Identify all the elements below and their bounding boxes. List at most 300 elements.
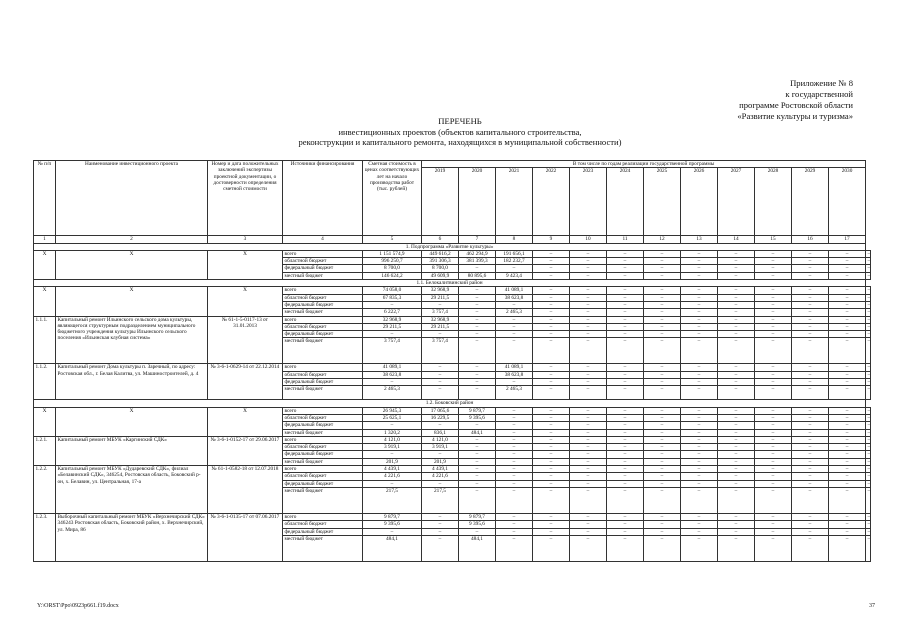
year-value-cell: – (792, 466, 829, 473)
year-value-cell: – (570, 301, 607, 308)
year-value-cell: – (644, 265, 681, 272)
year-value-cell: 191 656,1 (496, 250, 533, 257)
cost-cell: 4 221,6 (363, 473, 422, 480)
year-value-cell: – (829, 379, 866, 386)
year-value-cell: – (755, 287, 792, 294)
cost-cell: 996 250,7 (363, 258, 422, 265)
col-header-year: 2030 (829, 168, 866, 236)
year-value-cell: – (829, 521, 866, 528)
year-value-cell: – (644, 364, 681, 371)
year-value-cell: – (459, 265, 496, 272)
cost-cell: 8 700,0 (363, 265, 422, 272)
expertise-doc: Х (208, 287, 283, 316)
year-value-cell: – (755, 458, 792, 465)
year-value-cell: – (755, 250, 792, 257)
year-value-cell: – (533, 487, 570, 513)
year-value-cell: – (607, 287, 644, 294)
year-value-cell: – (644, 309, 681, 316)
year-value-cell: – (755, 272, 792, 279)
col-header-year: 2021 (496, 168, 533, 236)
year-value-cell: – (496, 487, 533, 513)
column-number: 12 (644, 236, 681, 243)
year-value-cell: – (496, 458, 533, 465)
cost-cell: 146 624,2 (363, 272, 422, 279)
year-value-cell: 3 757,4 (422, 338, 459, 364)
year-value-cell: – (829, 407, 866, 414)
year-value-cell: – (829, 466, 866, 473)
title-line: ПЕРЕЧЕНЬ (438, 116, 482, 126)
column-number: 13 (681, 236, 718, 243)
column-number: 7 (459, 236, 496, 243)
funding-source: федеральный бюджет (283, 528, 363, 535)
year-value-cell: – (570, 338, 607, 364)
year-value-cell: – (718, 487, 755, 513)
projects-table (33, 160, 871, 562)
year-value-cell: – (422, 480, 459, 487)
funding-source: местный бюджет (283, 458, 363, 465)
cost-cell: – (363, 301, 422, 308)
cost-cell: 3 919,1 (363, 444, 422, 451)
year-value-cell: – (570, 444, 607, 451)
year-value-cell: 9 879,7 (459, 407, 496, 414)
col-header-source: Источники финансирования (283, 161, 363, 236)
year-value-cell: – (644, 250, 681, 257)
year-value-cell: – (718, 521, 755, 528)
year-value-cell: – (718, 480, 755, 487)
year-value-cell: – (681, 528, 718, 535)
funding-source: местный бюджет (283, 272, 363, 279)
year-value-cell: – (681, 473, 718, 480)
year-value-cell: – (533, 323, 570, 330)
year-value-cell: – (829, 331, 866, 338)
year-value-cell: – (570, 250, 607, 257)
year-value-cell: – (570, 535, 607, 561)
year-value-cell: – (867, 466, 871, 473)
year-value-cell: – (496, 473, 533, 480)
year-value-cell: – (792, 379, 829, 386)
year-value-cell: – (644, 258, 681, 265)
year-value-cell: – (718, 407, 755, 414)
year-value-cell: – (792, 323, 829, 330)
row-number: 1.2.1. (34, 436, 56, 465)
column-number: 9 (533, 236, 570, 243)
year-value-cell: – (644, 521, 681, 528)
year-value-cell: – (718, 379, 755, 386)
year-value-cell: – (459, 316, 496, 323)
cost-cell: 4 439,1 (363, 466, 422, 473)
year-value-cell: – (792, 414, 829, 421)
col-header-year: 2029 (792, 168, 829, 236)
year-value-cell: 201,9 (422, 458, 459, 465)
year-value-cell: – (533, 422, 570, 429)
year-value-cell: – (422, 386, 459, 400)
year-value-cell: – (681, 386, 718, 400)
year-value-cell: – (755, 422, 792, 429)
year-value-cell: – (533, 258, 570, 265)
funding-source: всего (283, 466, 363, 473)
appendix-line: программе Ростовской области (739, 100, 853, 110)
col-header-year: 2020 (459, 168, 496, 236)
year-value-cell: – (755, 521, 792, 528)
year-value-cell: – (867, 429, 871, 436)
col-header-name: Наименование инвестиционного проекта (56, 161, 208, 236)
year-value-cell: – (496, 379, 533, 386)
year-value-cell: – (829, 371, 866, 378)
year-value-cell: – (533, 513, 570, 520)
year-value-cell: – (607, 480, 644, 487)
year-value-cell: – (607, 487, 644, 513)
year-value-cell: – (607, 528, 644, 535)
year-value-cell: – (533, 338, 570, 364)
project-name: Х (56, 287, 208, 316)
year-value-cell: – (459, 487, 496, 513)
column-number: 4 (283, 236, 363, 243)
year-value-cell: – (755, 466, 792, 473)
year-value-cell: – (829, 364, 866, 371)
funding-source: всего (283, 513, 363, 520)
year-value-cell: – (792, 521, 829, 528)
year-value-cell: – (792, 451, 829, 458)
year-value-cell: – (570, 480, 607, 487)
funding-source: областной бюджет (283, 444, 363, 451)
funding-source: федеральный бюджет (283, 331, 363, 338)
year-value-cell: – (644, 480, 681, 487)
year-value-cell: – (644, 535, 681, 561)
year-value-cell: – (755, 309, 792, 316)
year-value-cell: – (718, 422, 755, 429)
year-value-cell: – (570, 258, 607, 265)
col-header-year: 2027 (718, 168, 755, 236)
year-value-cell: – (570, 521, 607, 528)
year-value-cell: – (570, 422, 607, 429)
year-value-cell: – (607, 451, 644, 458)
funding-source: федеральный бюджет (283, 451, 363, 458)
year-value-cell: – (422, 528, 459, 535)
cost-cell: 4 121,0 (363, 436, 422, 443)
year-value-cell: – (792, 272, 829, 279)
cost-cell: 38 623,8 (363, 371, 422, 378)
funding-source: федеральный бюджет (283, 422, 363, 429)
year-value-cell: – (681, 287, 718, 294)
year-value-cell: – (644, 429, 681, 436)
funding-source: всего (283, 436, 363, 443)
year-value-cell: – (422, 422, 459, 429)
year-value-cell: – (755, 513, 792, 520)
year-value-cell: 9 395,6 (459, 414, 496, 421)
col-header-year: 2019 (422, 168, 459, 236)
year-value-cell: – (718, 386, 755, 400)
year-value-cell: – (496, 331, 533, 338)
year-value-cell: – (533, 364, 570, 371)
year-value-cell: – (867, 436, 871, 443)
year-value-cell: – (533, 301, 570, 308)
expertise-doc: № 3-6-1-0629-14 от 22.12.2014 (208, 364, 283, 400)
year-value-cell: – (607, 379, 644, 386)
year-value-cell: 29 211,5 (422, 294, 459, 301)
year-value-cell: – (681, 379, 718, 386)
appendix-line: Приложение № 8 (790, 78, 853, 88)
year-value-cell: – (681, 316, 718, 323)
year-value-cell: 4 221,6 (422, 473, 459, 480)
cost-cell: 1 151 574,9 (363, 250, 422, 257)
year-value-cell: – (681, 331, 718, 338)
year-value-cell: – (607, 436, 644, 443)
year-value-cell: – (459, 473, 496, 480)
section-row (34, 243, 871, 250)
year-value-cell: 4 121,0 (422, 436, 459, 443)
funding-source: всего (283, 316, 363, 323)
year-value-cell: – (644, 528, 681, 535)
row-number: 1.1.1. (34, 316, 56, 364)
year-value-cell: 484,1 (459, 535, 496, 561)
cost-cell: 3 757,4 (363, 338, 422, 364)
year-value-cell: – (459, 331, 496, 338)
year-value-cell: – (866, 535, 871, 561)
year-value-cell: – (422, 535, 459, 561)
year-value-cell: – (867, 294, 871, 301)
expertise-doc: Х (208, 407, 283, 436)
appendix-line: к государственной (785, 89, 853, 99)
year-value-cell: – (607, 331, 644, 338)
year-value-cell: – (829, 338, 866, 364)
column-number-row (34, 236, 871, 243)
cost-cell: – (363, 451, 422, 458)
year-value-cell: – (829, 414, 866, 421)
year-value-cell: – (866, 338, 871, 364)
table-row (34, 287, 871, 294)
year-value-cell: – (718, 364, 755, 371)
year-value-cell: – (867, 272, 871, 279)
row-number: 1.2.3. (34, 513, 56, 561)
funding-source: местный бюджет (283, 429, 363, 436)
year-value-cell: – (607, 258, 644, 265)
cost-cell: 1 320,2 (363, 429, 422, 436)
year-value-cell: – (681, 480, 718, 487)
year-value-cell: – (644, 466, 681, 473)
year-value-cell: – (570, 265, 607, 272)
year-value-cell: – (533, 451, 570, 458)
year-value-cell: – (792, 301, 829, 308)
year-value-cell: – (422, 364, 459, 371)
year-value-cell: – (755, 301, 792, 308)
col-header-years-group: В том числе по годам реализации государственной программы (422, 161, 866, 168)
year-value-cell: – (755, 414, 792, 421)
year-value-cell: – (644, 513, 681, 520)
year-value-cell: – (829, 422, 866, 429)
expertise-doc: Х (208, 250, 283, 279)
year-value-cell: – (459, 309, 496, 316)
year-value-cell: – (459, 386, 496, 400)
year-value-cell: – (533, 473, 570, 480)
section-title: 1.2. Боковский район (34, 400, 866, 407)
year-value-cell: – (792, 250, 829, 257)
year-value-cell: – (644, 487, 681, 513)
year-value-cell: – (422, 451, 459, 458)
table-body (34, 236, 871, 562)
year-value-cell: – (459, 451, 496, 458)
footer-file-path: Y:\ORST\Ppo\0923p661.f19.docx (37, 603, 119, 609)
year-value-cell: – (422, 301, 459, 308)
year-value-cell: – (867, 258, 871, 265)
year-value-cell: – (681, 309, 718, 316)
year-value-cell: – (867, 407, 871, 414)
year-value-cell: – (570, 309, 607, 316)
row-number: 1.1.2. (34, 364, 56, 400)
year-value-cell: – (570, 414, 607, 421)
year-value-cell: – (867, 287, 871, 294)
year-value-cell: – (496, 480, 533, 487)
cost-cell: – (363, 422, 422, 429)
col-header-year: 2024 (607, 168, 644, 236)
year-value-cell: – (570, 528, 607, 535)
year-value-cell: – (681, 294, 718, 301)
year-value-cell: – (533, 429, 570, 436)
year-value-cell: – (829, 535, 866, 561)
year-value-cell: 9 395,6 (459, 521, 496, 528)
year-value-cell: – (792, 487, 829, 513)
year-value-cell: – (422, 513, 459, 520)
cost-cell: 26 945,3 (363, 407, 422, 414)
year-value-cell: – (829, 272, 866, 279)
year-value-cell: – (681, 513, 718, 520)
year-value-cell: – (607, 521, 644, 528)
title-line: реконструкции и капитального ремонта, находящихся в муниципальной собственности) (298, 137, 622, 148)
year-value-cell: – (829, 301, 866, 308)
document-title (200, 116, 720, 148)
project-name: Х (56, 250, 208, 279)
year-value-cell: 381 399,3 (459, 258, 496, 265)
year-value-cell: – (570, 379, 607, 386)
year-value-cell: – (533, 386, 570, 400)
row-number: Х (34, 407, 56, 436)
appendix-line: «Развитие культуры и туризма» (737, 111, 853, 121)
year-value-cell: – (718, 451, 755, 458)
year-value-cell: 38 623,8 (496, 294, 533, 301)
column-number: 11 (607, 236, 644, 243)
year-value-cell: – (459, 294, 496, 301)
year-value-cell: – (681, 338, 718, 364)
year-value-cell: – (607, 250, 644, 257)
year-value-cell: – (496, 444, 533, 451)
year-value-cell: – (533, 535, 570, 561)
year-value-cell: – (570, 323, 607, 330)
project-name: Капитальный ремонт МБУК «Дударевский СДК», филиал «Белавинский СДК», 346254, Ростовская область, Боковский р-он, х. Белавин, ул. Центральная, 17-а (56, 466, 208, 514)
year-value-cell: – (792, 444, 829, 451)
year-value-cell: – (755, 444, 792, 451)
year-value-cell: – (718, 331, 755, 338)
column-number: 10 (570, 236, 607, 243)
year-value-cell: – (607, 429, 644, 436)
year-value-cell: – (496, 422, 533, 429)
year-value-cell: – (496, 436, 533, 443)
funding-source: областной бюджет (283, 473, 363, 480)
year-value-cell: – (792, 429, 829, 436)
year-value-cell: – (755, 429, 792, 436)
year-value-cell: – (718, 338, 755, 364)
year-value-cell: – (570, 436, 607, 443)
year-value-cell: – (644, 451, 681, 458)
year-value-cell: – (829, 487, 866, 513)
year-value-cell: – (459, 338, 496, 364)
column-number: 3 (208, 236, 283, 243)
year-value-cell: – (644, 338, 681, 364)
col-header-year: 2025 (644, 168, 681, 236)
year-value-cell: – (607, 407, 644, 414)
table-row (34, 250, 871, 257)
year-value-cell: – (755, 407, 792, 414)
year-value-cell: – (867, 473, 871, 480)
year-value-cell: – (681, 451, 718, 458)
cost-cell: 6 222,7 (363, 309, 422, 316)
year-value-cell: – (533, 331, 570, 338)
table-row (34, 407, 871, 414)
cost-cell: – (363, 480, 422, 487)
funding-source: областной бюджет (283, 521, 363, 528)
year-value-cell: – (829, 458, 866, 465)
year-value-cell: – (570, 272, 607, 279)
year-value-cell: – (459, 436, 496, 443)
year-value-cell: – (607, 294, 644, 301)
year-value-cell: – (607, 301, 644, 308)
year-value-cell: – (792, 371, 829, 378)
title-line: инвестиционных проектов (объектов капитального строительства, (338, 126, 582, 137)
year-value-cell: 391 306,3 (422, 258, 459, 265)
expertise-doc: № 3-6-1-0135-17 от 07.06.2017 (208, 513, 283, 561)
year-value-cell: – (681, 272, 718, 279)
year-value-cell: – (718, 444, 755, 451)
year-value-cell: – (459, 287, 496, 294)
year-value-cell: – (459, 301, 496, 308)
row-number: Х (34, 250, 56, 279)
year-value-cell: – (718, 473, 755, 480)
year-value-cell: – (681, 301, 718, 308)
year-value-cell: 41 089,1 (496, 364, 533, 371)
year-value-cell: – (867, 458, 871, 465)
year-value-cell: – (867, 513, 871, 520)
project-name: Капитальный ремонт Дома культуры п. Заречный, по адресу: Ростовская обл., г. Белая Калитва, ул. Машиностроителей, д. 4 (56, 364, 208, 400)
year-value-cell: – (496, 466, 533, 473)
year-value-cell: – (533, 480, 570, 487)
year-value-cell: – (681, 458, 718, 465)
year-value-cell: – (607, 444, 644, 451)
year-value-cell: – (867, 323, 871, 330)
year-value-cell: – (867, 422, 871, 429)
year-value-cell: – (570, 287, 607, 294)
year-value-cell: – (829, 250, 866, 257)
year-value-cell: 2 465,3 (496, 309, 533, 316)
year-value-cell: – (829, 451, 866, 458)
year-value-cell: – (644, 407, 681, 414)
year-value-cell: – (459, 480, 496, 487)
year-value-cell: – (718, 513, 755, 520)
year-value-cell: – (681, 250, 718, 257)
year-value-cell: – (755, 528, 792, 535)
funding-source: федеральный бюджет (283, 301, 363, 308)
funding-source: областной бюджет (283, 258, 363, 265)
year-value-cell: – (570, 364, 607, 371)
year-value-cell: – (792, 265, 829, 272)
year-value-cell: – (681, 535, 718, 561)
year-value-cell: – (829, 480, 866, 487)
project-name: Х (56, 407, 208, 436)
year-value-cell: – (792, 513, 829, 520)
funding-source: всего (283, 407, 363, 414)
year-value-cell: – (718, 458, 755, 465)
table-row (34, 513, 871, 520)
year-value-cell: – (718, 258, 755, 265)
cost-cell: – (363, 379, 422, 386)
year-value-cell: – (867, 316, 871, 323)
